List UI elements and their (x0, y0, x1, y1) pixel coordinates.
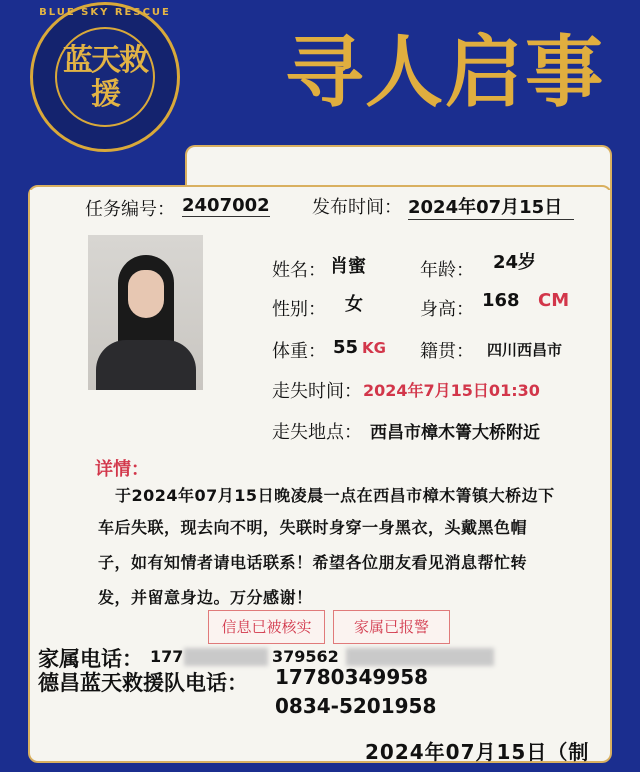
family-phone-partial: 177 (150, 647, 184, 666)
redacted-phone (184, 648, 268, 666)
publish-label: 发布时间： (312, 197, 402, 218)
task-no-label: 任务编号： (85, 199, 175, 220)
details-line: 车后失联，现去向不明，失联时身穿一身黑衣，头戴黑色帽 (98, 518, 528, 537)
redacted-phone-2 (346, 648, 494, 666)
verified-badge: 信息已被核实 (208, 610, 325, 644)
weight-value: 55 (333, 337, 359, 358)
missing-place-label: 走失地点： (272, 422, 362, 443)
task-no: 2407002 (182, 195, 270, 216)
missing-time-label: 走失时间： (272, 381, 362, 402)
footer-date: 2024年07月15日（制 (365, 740, 590, 764)
family-phone-partial-2: 379562 (272, 647, 339, 666)
police-notified-badge: 家属已报警 (333, 610, 450, 644)
age-value: 24岁 (493, 252, 537, 273)
family-phone-label: 家属电话： (38, 647, 143, 671)
age-label: 年龄： (420, 260, 474, 281)
logo-ring-text: BLUE SKY RESCUE (39, 7, 171, 18)
missing-place-value: 西昌市樟木箐大桥附近 (370, 423, 540, 443)
height-value: 168 (482, 290, 520, 311)
name-label: 姓名： (272, 260, 326, 281)
name-value: 肖蜜 (330, 256, 366, 277)
missing-time-value: 2024年7月15日01:30 (363, 381, 540, 400)
height-label: 身高： (420, 299, 474, 320)
origin-label: 籍贯： (420, 341, 474, 362)
details-label: 详情： (95, 459, 149, 480)
logo-name: 蓝天救援 (55, 27, 155, 127)
team-phone-1: 17780349958 (275, 665, 429, 689)
publish-date: 2024年07月15日 (408, 193, 574, 220)
gender-value: 女 (345, 294, 363, 315)
blue-sky-rescue-logo (30, 2, 180, 152)
origin-value: 四川西昌市 (487, 341, 563, 359)
weight-unit: KG (362, 339, 386, 357)
team-phone-label: 德昌蓝天救援队电话： (38, 671, 248, 695)
details-line: 子，如有知情者请电话联系！希望各位朋友看见消息帮忙转 (98, 553, 528, 572)
details-line: 发，并留意身边。万分感谢！ (98, 588, 313, 607)
weight-label: 体重： (272, 341, 326, 362)
poster-title: 寻人启事 (285, 28, 606, 118)
details-line: 于2024年07月15日晚凌晨一点在西昌市樟木箐镇大桥边下 (115, 486, 555, 505)
missing-person-photo (88, 235, 203, 390)
gender-label: 性别： (272, 299, 326, 320)
team-phone-2: 0834-5201958 (275, 694, 437, 718)
height-unit: CM (538, 290, 570, 311)
